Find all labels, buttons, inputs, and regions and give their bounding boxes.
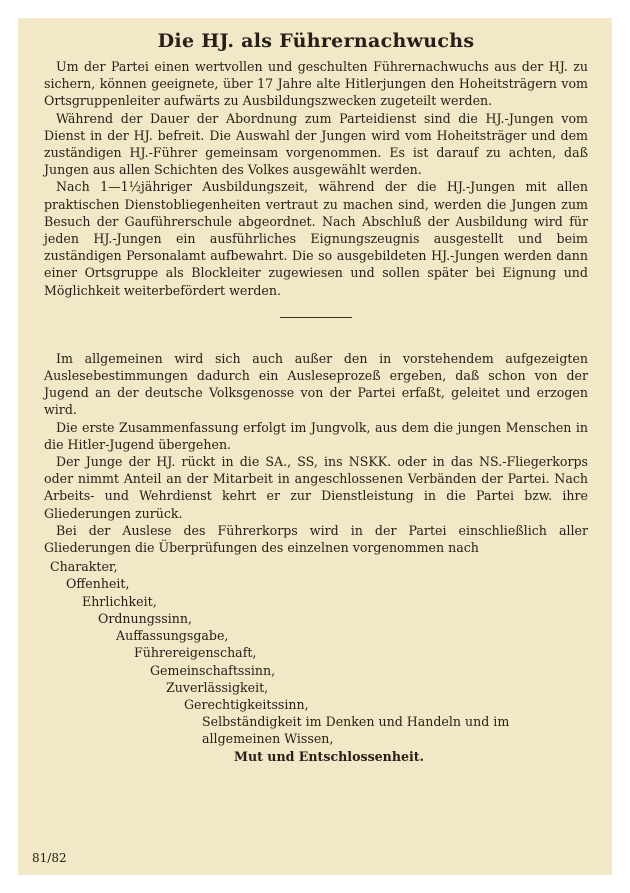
list-item: Führereigenschaft, bbox=[134, 645, 257, 661]
section-divider bbox=[280, 317, 352, 318]
paragraph: Um der Partei einen wertvollen und geschulten Führernachwuchs aus der HJ. zu sichern, können geeignete, über 17 Jahre alte Hitlerjungen den Hoheitsträgern vom Ortsgruppenleiter aufwärts zu Ausbildungszwecken zugeteilt werden. bbox=[44, 59, 588, 109]
list-item: Charakter, bbox=[50, 559, 118, 575]
list-item: Zuverlässigkeit, bbox=[166, 679, 269, 695]
list-item: Ordnungssinn, bbox=[98, 610, 192, 626]
list-item: Mut und Entschlossenheit. bbox=[234, 748, 424, 764]
list-item: Ehrlichkeit, bbox=[82, 593, 157, 609]
list-item: Offenheit, bbox=[66, 576, 130, 592]
list-item: Gemeinschaftssinn, bbox=[150, 662, 276, 678]
paragraph: Während der Dauer der Abordnung zum Parteidienst sind die HJ.-Jungen vom Dienst in der HJ. befreit. Die Auswahl der Jungen wird vom Hoheitsträger und dem zuständigen HJ.-Führer gemeinsam vorgenommen. Es ist darauf zu achten, daß Jungen aus allen Schichten des Volkes ausgewählt werden. bbox=[44, 110, 588, 178]
paragraph: Bei der Auslese des Führerkorps wird in der Partei einschließlich aller Gliederungen die Überprüfungen des einzelnen vorgenommen nach bbox=[44, 522, 588, 556]
page-title: Die HJ. als Führernachwuchs bbox=[157, 30, 475, 52]
list-item: Gerechtigkeitssinn, bbox=[184, 696, 309, 712]
paragraph: Nach 1—1½jähriger Ausbildungszeit, während der die HJ.-Jungen mit allen praktischen Dienstobliegenheiten vertraut zu machen sind, werden die Jungen zum Besuch der Gauführerschule abgeordnet. Nach Abschluß der Ausbildung wird für jeden HJ.-Jungen ein ausführliches Eignungszeugnis ausgestellt und beim zuständigen Personalamt aufbewahrt. Die so ausgebildeten HJ.-Jungen werden dann einer Ortsgruppe als Blockleiter zugewiesen und sollen später bei Eignung und Möglichkeit weiterbefördert werden. bbox=[44, 179, 588, 298]
list-item: Auffassungsgabe, bbox=[116, 628, 229, 644]
paragraph: Der Junge der HJ. rückt in die SA., SS, ins NSKK. oder in das NS.-Fliegerkorps oder nimmt Anteil an der Mitarbeit in angeschlossenen Verbänden der Partei. Nach Arbeits- und Wehrdienst kehrt er zur Dienstleistung in die Partei bzw. ihre Gliederungen zurück. bbox=[44, 454, 588, 521]
page-number: 81/82 bbox=[32, 851, 67, 865]
paragraph: Die erste Zusammenfassung erfolgt im Jungvolk, aus dem die jungen Menschen in die Hitler-Jugend übergehen. bbox=[44, 419, 588, 452]
list-item: Selbständigkeit im Denken und Handeln und im allgemeinen Wissen, bbox=[202, 714, 510, 747]
paragraph: Im allgemeinen wird sich auch außer den in vorstehendem aufgezeigten Auslesebestimmungen dadurch ein Ausleseprozeß ergeben, daß schon von der Jugend an der deutsche Volksgenosse von der Partei erfaßt, geleitet und erzogen wird. bbox=[44, 350, 588, 418]
document-page bbox=[18, 18, 612, 875]
qualities-list bbox=[44, 558, 588, 764]
